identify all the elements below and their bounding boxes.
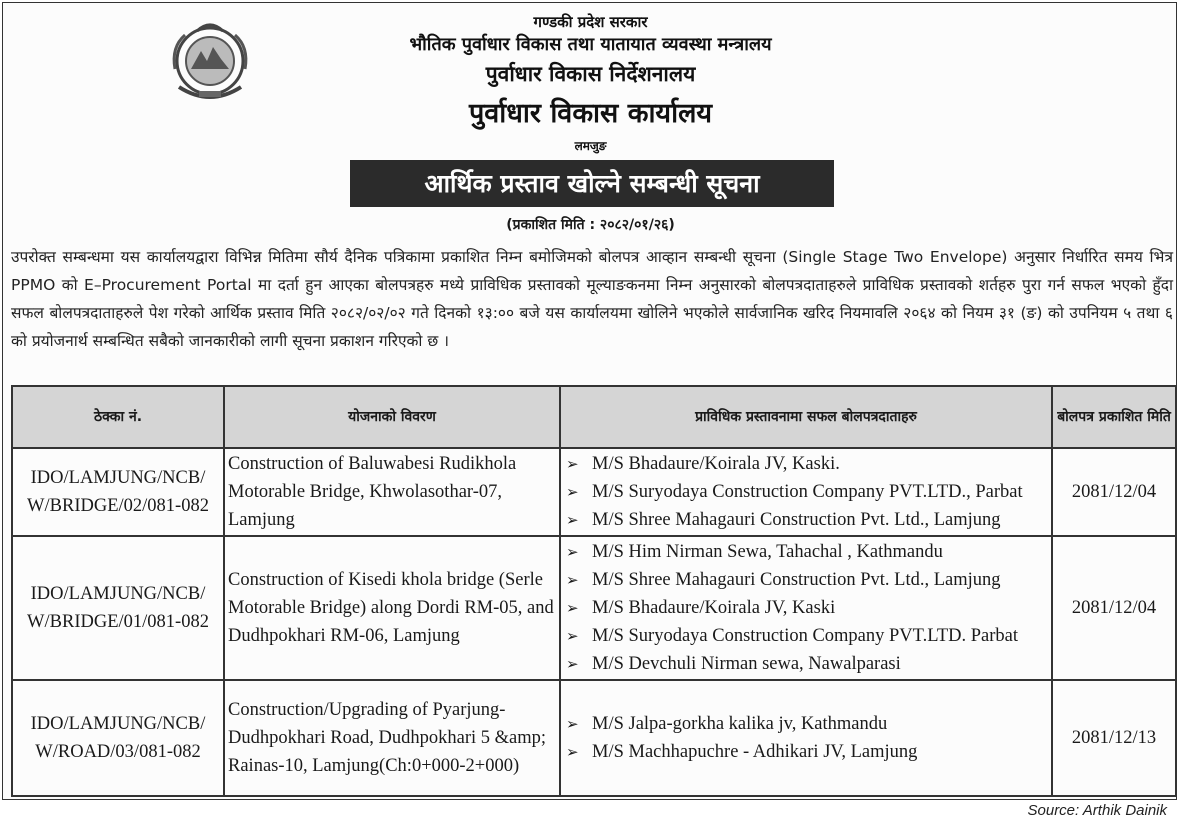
arrow-bullet-icon: ➢ [566,743,579,761]
date-cell: 2081/12/04 [1052,448,1176,536]
bidder-item [564,538,1048,566]
bidder-name: M/S Shree Mahagauri Construction Pvt. Ltd., Lamjung [592,510,1001,530]
header-contract-no: ठेक्का नं. [12,386,224,448]
arrow-bullet-icon: ➢ [566,455,579,473]
district-heading: लमजुङ [574,139,607,153]
description-cell: Construction of Baluwabesi Rudikhola Motorable Bridge, Khwolasothar-07, Lamjung [224,448,560,536]
bidder-item [564,478,1048,506]
bidders-cell [560,680,1052,796]
arrow-bullet-icon: ➢ [566,543,579,561]
bidder-name: M/S Shree Mahagauri Construction Pvt. Ltd., Lamjung [592,570,1001,590]
province-government-heading: गण्डकी प्रदेश सरकार [533,13,648,31]
bidder-name: M/S Bhadaure/Koirala JV, Kaski. [592,454,840,474]
arrow-bullet-icon: ➢ [566,655,579,673]
table-row [12,680,1176,796]
bidder-item [564,566,1048,594]
arrow-bullet-icon: ➢ [566,511,579,529]
header-successful-bidders: प्राविधिक प्रस्तावनामा सफल बोलपत्रदाताहरु [560,386,1052,448]
contract-no-cell: IDO/LAMJUNG/NCB/ W/ROAD/03/081-082 [12,680,224,796]
bidder-name: M/S Him Nirman Sewa, Tahachal , Kathmandu [592,542,943,562]
office-heading: पुर्वाधार विकास कार्यालय [468,98,713,129]
published-date: (प्रकाशित मिति : २०८२/०१/२६) [506,217,675,233]
arrow-bullet-icon: ➢ [566,483,579,501]
table-header-row [12,386,1176,448]
bidder-name: M/S Devchuli Nirman sewa, Nawalparasi [592,654,901,674]
notice-frame [2,2,1177,800]
description-cell: Construction/Upgrading of Pyarjung-Dudhpokhari Road, Dudhpokhari 5 &amp; Rainas-10, Lamjung(Ch:0+000-2+000) [224,680,560,796]
bidder-item [564,594,1048,622]
description-cell: Construction of Kisedi khola bridge (Serle Motorable Bridge) along Dordi RM-05, and Dudhpokhari RM-06, Lamjung [224,536,560,680]
bidder-name: M/S Jalpa-gorkha kalika jv, Kathmandu [592,714,888,734]
bidder-name: M/S Machhapuchre - Adhikari JV, Lamjung [592,742,918,762]
notice-title: आर्थिक प्रस्ताव खोल्ने सम्बन्धी सूचना [350,160,834,207]
bidder-item [564,622,1048,650]
header-publish-date: बोलपत्र प्रकाशित मिति [1052,386,1176,448]
bidders-table [11,385,1177,797]
ministry-heading: भौतिक पुर्वाधार विकास तथा यातायात व्यवस्था मन्त्रालय [409,34,772,55]
bidder-name: M/S Suryodaya Construction Company PVT.LTD. Parbat [592,626,1018,646]
bidder-item [564,650,1048,678]
table-row [12,448,1176,536]
bidder-item [564,506,1048,534]
table-row [12,536,1176,680]
header-project-description: योजनाको विवरण [224,386,560,448]
bidder-item [564,450,1048,478]
arrow-bullet-icon: ➢ [566,571,579,589]
directorate-heading: पुर्वाधार विकास निर्देशनालय [485,62,696,86]
arrow-bullet-icon: ➢ [566,627,579,645]
contract-no-cell: IDO/LAMJUNG/NCB/ W/BRIDGE/01/081-082 [12,536,224,680]
bidder-item [564,710,1048,738]
bidder-name: M/S Bhadaure/Koirala JV, Kaski [592,598,836,618]
bidder-name: M/S Suryodaya Construction Company PVT.LTD., Parbat [592,482,1023,502]
bidders-cell [560,536,1052,680]
bidders-cell [560,448,1052,536]
contract-no-cell: IDO/LAMJUNG/NCB/ W/BRIDGE/02/081-082 [12,448,224,536]
date-cell: 2081/12/04 [1052,536,1176,680]
arrow-bullet-icon: ➢ [566,599,579,617]
notice-body-text: उपरोक्त सम्बन्धमा यस कार्यालयद्वारा विभिन्न मितिमा सौर्य दैनिक पत्रिकामा प्रकाशित निम्न बमोजिमको बोलपत्र आव्हान सम्बन्धी सूचना (Single Stage Two Envelope) अनुसार निर्धारित समय भित्र PPMO को E–Procurement Portal मा दर्ता हुन आएका बोलपत्रहरु मध्ये प्राविधिक प्रस्तावको मूल्याङकनमा निम्न अनुसारको बोलपत्रदाताहरुले प्राविधिक प्रस्तावको शर्तहरु पुरा गर्न सफल भएको हुँदा सफल बोलपत्रदाताहरुले पेश गरेको आर्थिक प्रस्ताव मिति २०८२/०२/०२ गते दिनको १३:०० बजे यस कार्यालयमा खोलिने भएकोले सार्वजानिक खरिद नियमावलि २०६४ को नियम ३१ (ङ) को उपनियम ५ तथा ६ को प्रयोजनार्थ सम्बन्धित सबैको जानकारीको लागी सूचना प्रकाशन गरिएको छ । [11,248,1173,350]
source-credit: Source: Arthik Dainik [1027,802,1167,819]
bidder-item [564,738,1048,766]
arrow-bullet-icon: ➢ [566,715,579,733]
date-cell: 2081/12/13 [1052,680,1176,796]
